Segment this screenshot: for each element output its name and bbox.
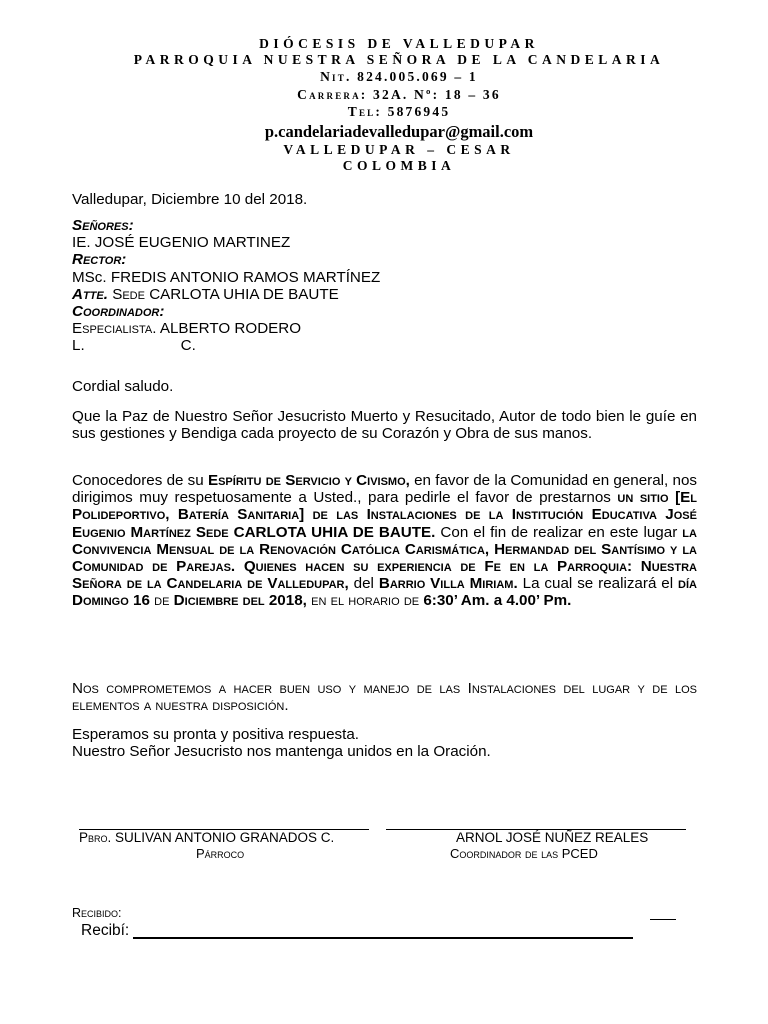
rector-title: MSc.: [72, 268, 107, 286]
paragraph-1: [72, 408, 697, 442]
recibido-label: Recibido:: [72, 906, 122, 920]
p2-g: la Convivencia Mensual de la Renovación Católica Carismática, Hermandad del Santísimo y la Comunidad de Parejas. Quienes hacen su experiencia de Fe en la Parroquia: Nuestra Señora de la Candelaria de Valledupar,: [72, 523, 697, 593]
p2-c: en favor de la Comunidad en general, nos dirigimos muy respetuosamente a Usted., para pedirle el favor de prestarnos: [72, 472, 697, 507]
p2-b: Espíritu de Servicio y Civismo,: [207, 472, 410, 489]
letter-date: [72, 191, 697, 208]
nit-number: Nit. 824.005.069 – 1: [320, 69, 478, 84]
rector-name: FREDIS ANTONIO RAMOS MARTÍNEZ: [110, 268, 381, 286]
coordinador-label: Coordinador:: [72, 303, 165, 321]
paragraph-2-text: [72, 472, 697, 610]
recibi-label: Recibí:: [81, 922, 130, 939]
senores-label: Señores:: [72, 217, 134, 234]
closing: [72, 726, 697, 760]
p2-h: del: [353, 575, 374, 593]
paragraph-1-text: Que la Paz de Nuestro Señor Jesucristo Muerto y Resucitado, Autor de todo bien le guíe en sus gestiones y Bendiga cada proyecto de su Corazón y Obra de sus manos.: [72, 408, 697, 443]
p2-m: Diciembre del 2018,: [173, 592, 307, 610]
left-signer-name: Pbro. SULIVAN ANTONIO GRANADOS C.: [79, 830, 335, 845]
l-mark: L.: [72, 337, 85, 355]
greeting-text: Cordial saludo.: [72, 378, 174, 395]
parish-address: Carrera: 32A. Nº: 18 – 36: [297, 86, 501, 102]
right-signer-role: Coordinador de las PCED: [450, 846, 598, 861]
p2-i: Barrio Villa Miriam.: [378, 575, 518, 593]
parish-city: VALLEDUPAR – CESAR: [283, 141, 515, 157]
c-mark: C.: [180, 337, 196, 355]
recibido-short-line: [650, 919, 676, 920]
left-signer-role: Párroco: [196, 846, 245, 861]
coordinador-name: ALBERTO RODERO: [159, 320, 302, 338]
letterhead: [0, 36, 768, 174]
diocese-name: DIÓCESIS DE VALLEDUPAR: [259, 36, 539, 51]
parish-email: p.candelariadevalledupar@gmail.com: [264, 121, 534, 141]
greeting: [72, 378, 697, 395]
closing-line-1: Esperamos su pronta y positiva respuesta.: [72, 726, 360, 743]
sede-word: Sede: [112, 285, 145, 303]
paragraph-2: [72, 472, 697, 610]
especialista-word: Especialista.: [72, 320, 157, 338]
p2-l: de: [154, 592, 170, 610]
parish-country: COLOMBIA: [342, 157, 456, 173]
institution-name: IE. JOSÉ EUGENIO MARTINEZ: [72, 234, 291, 252]
closing-line-2: Nuestro Señor Jesucristo nos mantenga unidos en la Oración.: [72, 743, 491, 761]
parish-name: PARROQUIA NUESTRA SEÑORA DE LA CANDELARIA: [133, 52, 665, 67]
rector-label: Rector:: [72, 251, 127, 269]
p2-a: Conocedores de su: [72, 472, 204, 489]
sede-name: CARLOTA UHIA DE BAUTE: [149, 285, 339, 303]
p2-e: CARLOTA UHIA DE BAUTE.: [233, 523, 436, 541]
p2-k: día Domingo 16: [72, 575, 697, 610]
atte-label: Atte.: [72, 285, 108, 303]
parish-phone: Tel: 5876945: [347, 104, 451, 119]
p2-f: Con el fin de realizar en este lugar: [440, 523, 678, 541]
paragraph-3-text: Nos comprometemos a hacer buen uso y manejo de las Instalaciones del lugar y de los elementos a nuestra disposición.: [72, 680, 697, 715]
p2-j: La cual se realizará el: [522, 575, 674, 593]
paragraph-3: [72, 680, 697, 714]
recipient-block: [72, 217, 697, 355]
right-signer-name: ARNOL JOSÉ NUÑEZ REALES: [456, 830, 649, 845]
date-text: Valledupar, Diciembre 10 del 2018.: [72, 191, 308, 208]
p2-n: en el horario de: [311, 592, 420, 610]
p2-d: un sitio [El Polideportivo, Batería Sanitaria] de las Instalaciones de la Institución Educativa José Eugenio Martínez Sede: [72, 489, 697, 541]
recibi-line: [133, 937, 633, 939]
p2-o: 6:30’ Am. a 4.00’ Pm.: [423, 592, 572, 610]
